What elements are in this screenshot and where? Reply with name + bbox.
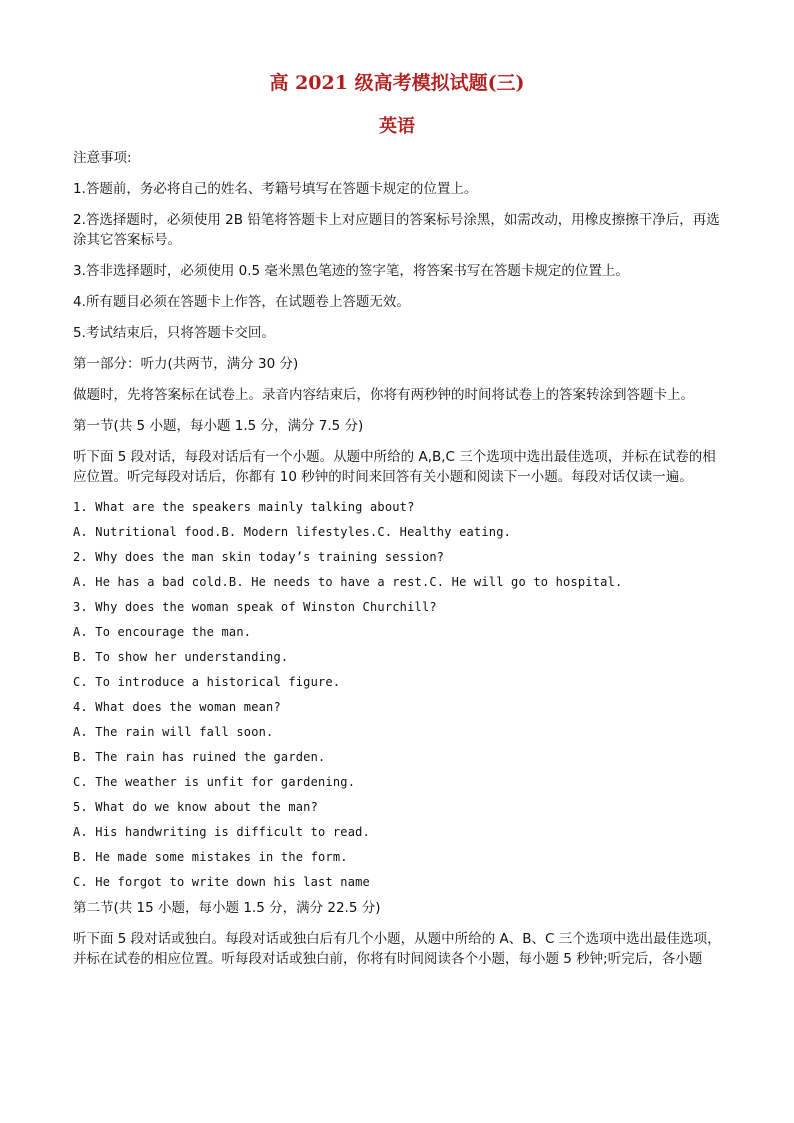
part1-intro: 做题时，先将答案标在试卷上。录音内容结束后，你将有两秒钟的时间将试卷上的答案转涂到答题卡上。 [73,387,694,403]
question-line: 5. What do we know about the man? [73,800,319,814]
exam-body [73,148,728,969]
part1-heading: 第一部分：听力(共两节，满分 30 分) [73,356,299,372]
question-line: B. The rain has ruined the garden. [73,750,326,764]
note-item: 3.答非选择题时，必须使用 0.5 毫米黑色笔迹的签字笔，将答案书写在答题卡规定的位置上。 [73,263,629,279]
question-line: 2. Why does the man skin today’s training session? [73,550,445,564]
question-line: B. To show her understanding. [73,650,289,664]
question-line: C. He forgot to write down his last name [73,875,370,889]
section1-heading: 第一节(共 5 小题，每小题 1.5 分，满分 7.5 分) [73,418,364,434]
question-line: A. The rain will fall soon. [73,725,274,739]
question-line: C. To introduce a historical figure. [73,675,341,689]
question-line: A. Nutritional food.B. Modern lifestyles.C. Healthy eating. [73,525,512,539]
note-item: 5.考试结束后，只将答题卡交回。 [73,325,275,341]
question-line: 1. What are the speakers mainly talking about? [73,500,415,514]
question-line: A. To encourage the man. [73,625,252,639]
question-line: B. He made some mistakes in the form. [73,850,348,864]
section2-heading: 第二节(共 15 小题，每小题 1.5 分，满分 22.5 分) [73,900,381,916]
question-line: 4. What does the woman mean? [73,700,281,714]
question-line: C. The weather is unfit for gardening. [73,775,356,789]
subject-title: 英语 [379,116,415,137]
note-item: 4.所有题目必须在答题卡上作答，在试题卷上答题无效。 [73,294,410,310]
section1-intro: 听下面 5 段对话，每段对话后有一个小题。从题中所给的 A,B,C 三个选项中选出最佳选项，并标在试卷的相应位置。听完每段对话后，你都有 10 秒钟的时间来回答有关小题和阅读下一小题。每段对话仅读一遍。 [73,449,716,485]
question-list [73,498,728,891]
section2-intro: 听下面 5 段对话或独白。每段对话或独白后有几个小题，从题中所给的 A、B、C 三个选项中选出最佳选项，并标在试卷的相应位置。听每段对话或独白前，你将有时间阅读各个小题，每小题 5 秒钟;听完后，各小题 [73,931,721,967]
exam-title: 高 2021 级高考模拟试题(三) [269,72,525,94]
note-item: 1.答题前，务必将自己的姓名、考籍号填写在答题卡规定的位置上。 [73,181,478,197]
note-item: 2.答选择题时，必须使用 2B 铅笔将答题卡上对应题目的答案标号涂黑，如需改动，用橡皮擦擦干净后，再选涂其它答案标号。 [73,212,720,248]
question-line: A. His handwriting is difficult to read. [73,825,370,839]
question-line: A. He has a bad cold.B. He needs to have a rest.C. He will go to hospital. [73,575,623,589]
notes-heading: 注意事项: [73,150,132,166]
question-line: 3. Why does the woman speak of Winston Churchill? [73,600,437,614]
